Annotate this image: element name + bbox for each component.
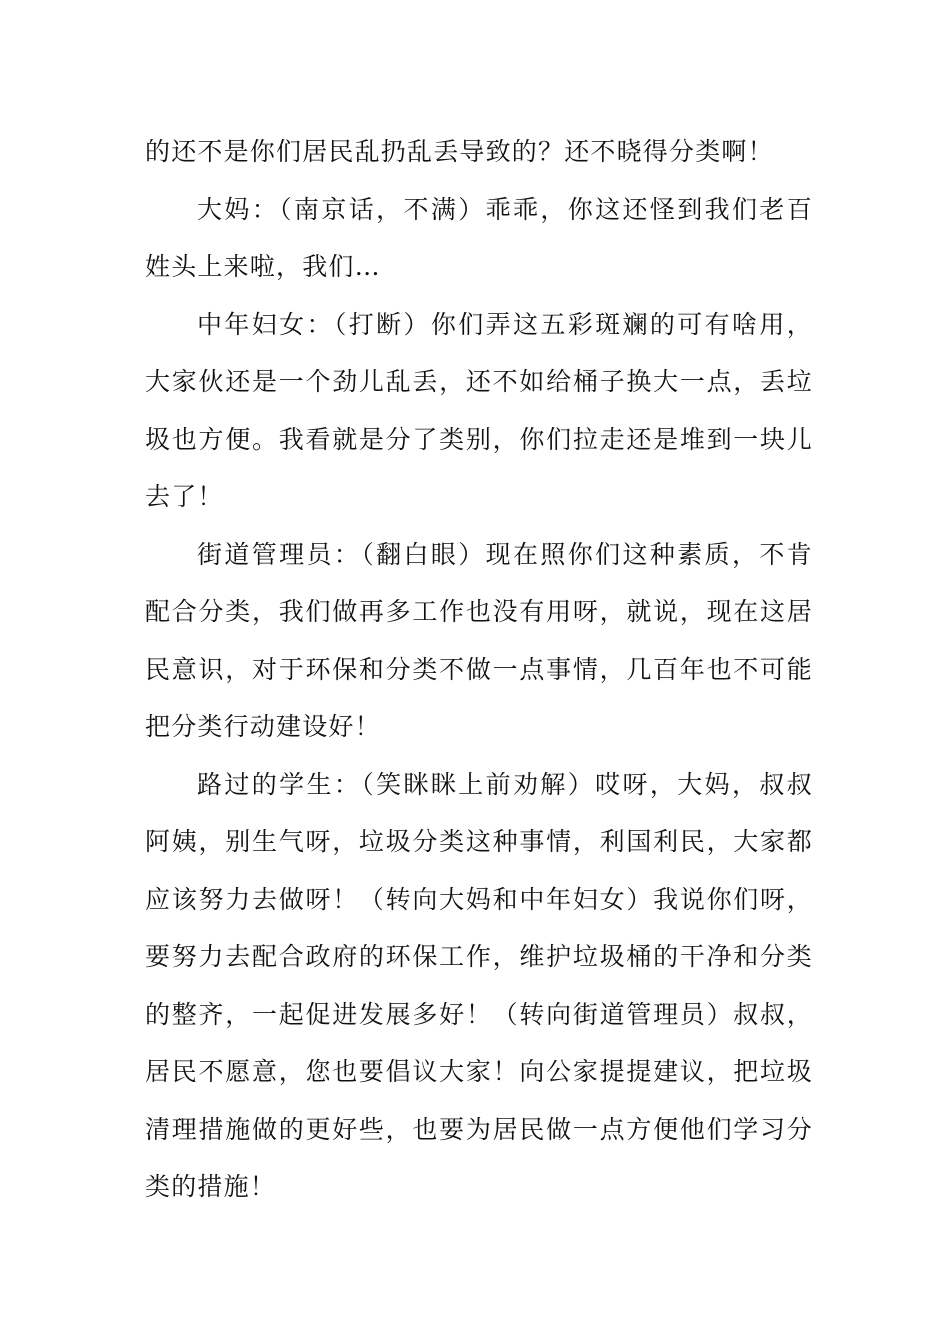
document-page bbox=[145, 123, 813, 1216]
paragraph-street-manager: 街道管理员：（翻白眼）现在照你们这种素质，不肯配合分类，我们做再多工作也没有用呀，就说，现在这居民意识，对于环保和分类不做一点事情，几百年也不可能把分类行动建设好！ bbox=[145, 539, 813, 741]
paragraph-continuation: 的还不是你们居民乱扔乱丢导致的？还不晓得分类啊！ bbox=[145, 137, 774, 166]
paragraph-student: 路过的学生：（笑眯眯上前劝解）哎呀，大妈，叔叔阿姨，别生气呀，垃圾分类这种事情，利国利民，大家都应该努力去做呀！（转向大妈和中年妇女）我说你们呀，要努力去配合政府的环保工作，维护垃圾桶的干净和分类的整齐，一起促进发展多好！（转向街道管理员）叔叔，居民不愿意，您也要倡议大家！向公家提提建议，把垃圾清理措施做的更好些，也要为居民做一点方便他们学习分类的措施！ bbox=[145, 769, 813, 1201]
paragraph-middle-aged-woman: 中年妇女：（打断）你们弄这五彩斑斓的可有啥用，大家伙还是一个劲儿乱丢，还不如给桶子换大一点，丢垃圾也方便。我看就是分了类别，你们拉走还是堆到一块儿去了！ bbox=[145, 309, 813, 511]
paragraph-aunt: 大妈：（南京话，不满）乖乖，你这还怪到我们老百姓头上来啦，我们… bbox=[145, 194, 813, 281]
